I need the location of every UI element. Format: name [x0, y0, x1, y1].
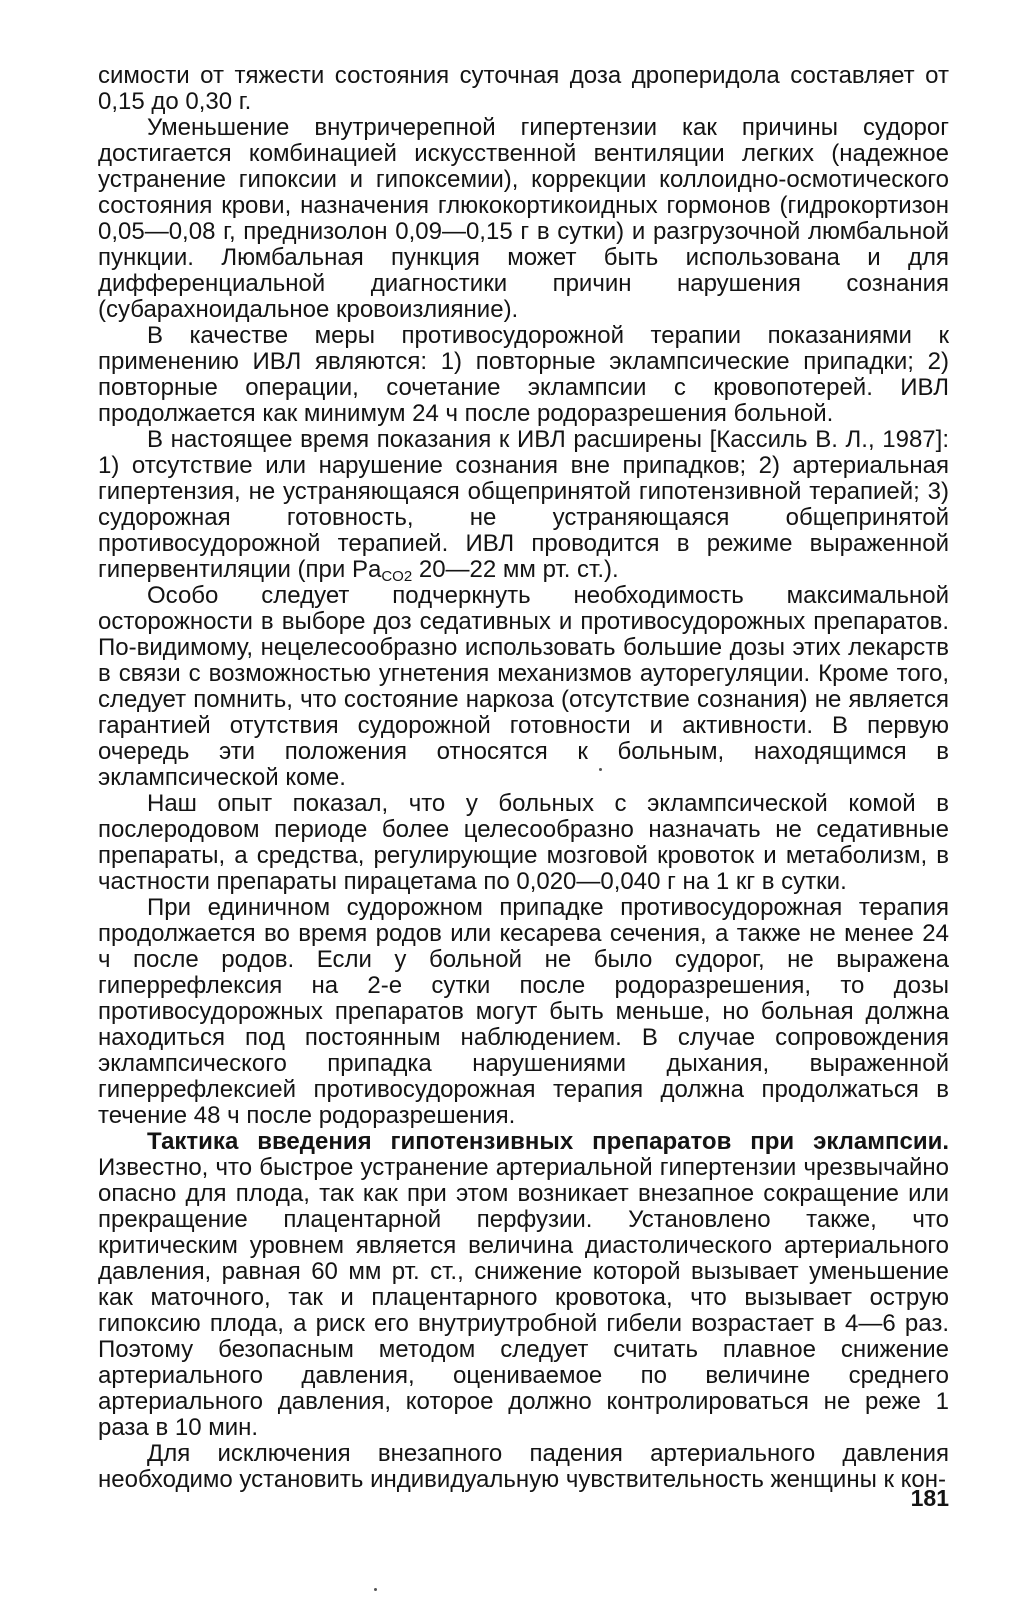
section-heading: Тактика введения гипотензивных препаратов при эклампсии.: [147, 1128, 949, 1155]
paragraph-hypotensive-tactics: [98, 1129, 949, 1441]
paragraph-sedative-caution: Особо следует подчеркнуть необходимость максимальной осторожности в выборе доз седативных и противосудорожных препаратов. По-видимому, нецелесообразно использовать большие дозы этих лекарств в связи с возможностью угнетения механизмов ауторегуляции. Кроме того, следует помнить, что состояние наркоза (отсутствие сознания) не является гарантией отутствия судорожной готовности и активности. В первую очередь эти положения относятся к больным, находящимся в эклампсической коме.: [98, 582, 949, 791]
paragraph-ivl-extended-indications: [98, 427, 949, 583]
body-text: [98, 63, 949, 1493]
paragraph-experience: Наш опыт показал, что у больных с эклампсической комой в послеродовом периоде более целесообразно назначать не седативные препараты, а средства, регулирующие мозговой кровоток и метаболизм, в частности препараты пирацетама по 0,020—0,040 г на 1 кг в сутки.: [98, 790, 949, 895]
paragraph-dose-continuation: симости от тяжести состояния суточная доза дроперидола составляет от 0,15 до 0,30 г.: [98, 62, 949, 115]
paragraph-single-seizure: При единичном судорожном припадке противосудорожная терапия продолжается во время родов или кесарева сечения, а также не менее 24 ч после родов. Если у больной не было судорог, не выражена гиперрефлексия на 2-е сутки после родоразрешения, то дозы противосудорожных препаратов могут быть меньше, но больная должна находиться под постоянным наблюдением. В случае сопровождения эклампсического припадка нарушениями дыхания, выраженной гиперрефлексией противосудорожная терапия должна продолжаться в течение 48 ч после родоразрешения.: [98, 894, 949, 1129]
print-speck: [374, 1588, 377, 1591]
subscript-co2: CO2: [381, 568, 413, 585]
print-speck: [599, 768, 602, 771]
paragraph-intracranial-hypertension: Уменьшение внутричерепной гипертензии как причины судорог достигается комбинацией искусственной вентиляции легких (надежное устранение гипоксии и гипоксемии), коррекции коллоидно-осмотического состояния крови, назначения глюкокортикоидных гормонов (гидрокортизон 0,05—0,08 г, преднизолон 0,09—0,15 г в сутки) и разгрузочной люмбальной пункции. Люмбальная пункция может быть использована и для дифференциальной диагностики причин нарушения сознания (субарахноидальное кровоизлияние).: [98, 114, 949, 323]
paragraph-text: Известно, что быстрое устранение артериальной гипертензии чрезвычайно опасно для плода, так как при этом возникает внезапное сокращение или прекращение плацентарной перфузии. Установлено также, что критическим уровнем является величина диастолического артериального давления, равная 60 мм рт. ст., снижение которой вызывает уменьшение как маточного, так и плацентарного кровотока, что вызывает острую гипоксию плода, а риск его внутриутробной гибели возрастает в 4—6 раз. Поэтому безопасным методом следует считать плавное снижение артериального давления, оцениваемое по величине среднего артериального давления, которое должно контролироваться не реже 1 раза в 10 мин.: [98, 1154, 949, 1441]
paragraph-ivl-indications: В качестве меры противосудорожной терапии показаниями к применению ИВЛ являются: 1) повторные эклампсические припадки; 2) повторные операции, сочетание эклампсии с кровопотерей. ИВЛ продолжается как минимум 24 ч после родоразрешения больной.: [98, 322, 949, 427]
paragraph-text: 20—22 мм рт. ст.).: [412, 556, 619, 583]
paragraph-pressure-drop: Для исключения внезапного падения артериального давления необходимо установить индивидуальную чувствительность женщины к кон-: [98, 1440, 949, 1493]
paragraph-text: В настоящее время показания к ИВЛ расширены [Кассиль В. Л., 1987]: 1) отсутствие или нарушение сознания вне припадков; 2) артериальная гипертензия, не устраняющаяся общепринятой гипотензивной терапией; 3) судорожная готовность, не устраняющаяся общепринятой противосудорожной терапией. ИВЛ проводится в режиме выраженной гипервентиляции (при Pa: [98, 426, 949, 583]
page-number: 181: [910, 1485, 949, 1511]
